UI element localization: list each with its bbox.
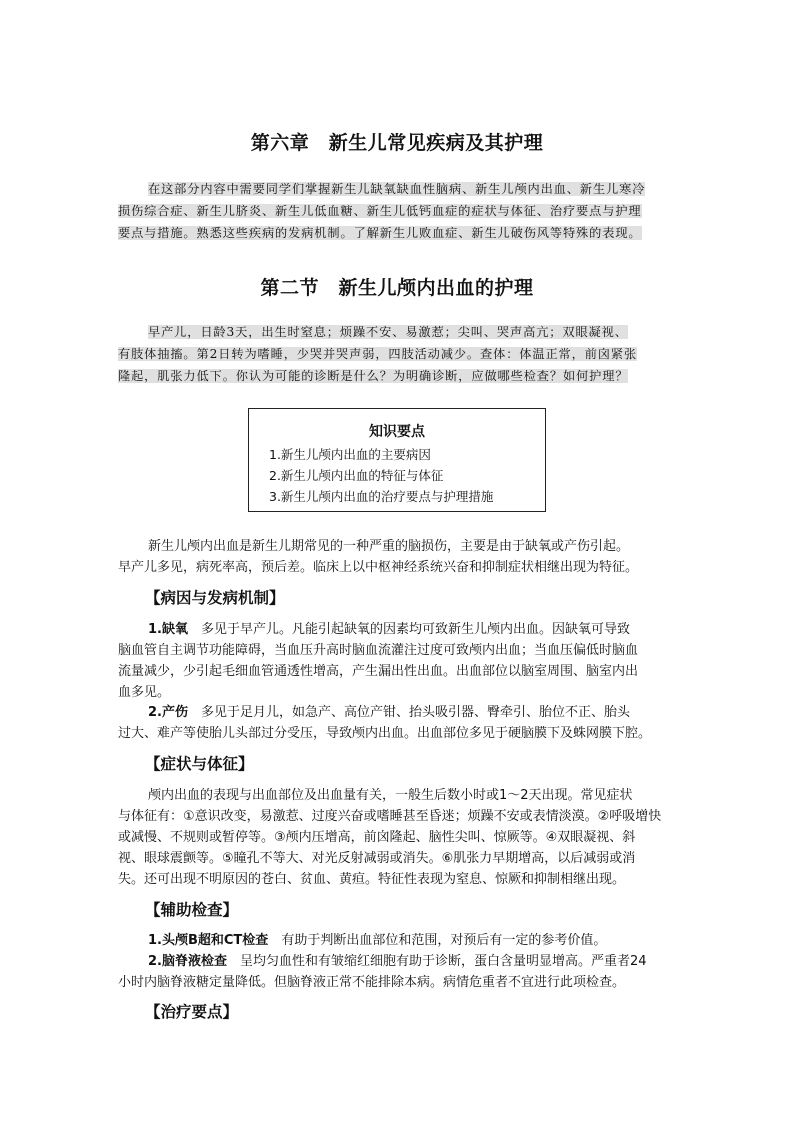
intro-line: 要点与措施。熟悉这些疾病的发病机制。了解新生儿败血症、新生儿破伤风等特殊的表现。	[118, 226, 642, 240]
symptoms-line: 颅内出血的表现与出血部位及出血量有关，一般生后数小时或1～2天出现。常见症状	[148, 788, 633, 803]
exam-text: 小时内脑脊液糖定量降低。但脑脊液正常不能排除本病。病情危重者不宜进行此项检查。	[118, 975, 626, 990]
symptoms-line: 失。还可出现不明原因的苍白、贫血、黄疸。特征性表现为窒息、惊厥和抑制相继出现。	[118, 872, 626, 887]
case-line: 早产儿，日龄3天，出生时窒息；烦躁不安、易激惹；尖叫、哭声高亢；双眼凝视、	[148, 325, 628, 339]
etiology-text: 多见于足月儿，如急产、高位产钳、抬头吸引器、臀牵引、胎位不正、胎头	[187, 705, 630, 720]
etiology-text: 多见于早产儿。凡能引起缺氧的因素均可致新生儿颅内出血。因缺氧可导致	[187, 622, 630, 637]
knowledge-item: 3.新生儿颅内出血的治疗要点与护理措施	[269, 489, 494, 504]
etiology-text: 流量减少，少引起毛细血管通透性增高，产生漏出性出血。出血部位以脑室周围、脑室内出	[118, 664, 639, 679]
etiology-label: 1.缺氧	[148, 622, 188, 637]
exam-paragraph-1	[118, 930, 680, 951]
knowledge-box-title: 知识要点	[369, 424, 425, 440]
etiology-label: 2.产伤	[148, 705, 188, 720]
symptoms-paragraph	[118, 785, 680, 890]
etiology-text: 血多见。	[118, 685, 171, 700]
exam-text: 有助于判断出血部位和范围，对预后有一定的参考价值。	[268, 933, 607, 948]
intro-line: 损伤综合症、新生儿脐炎、新生儿低血糖、新生儿低钙血症的症状与体征、治疗要点与护理	[118, 204, 642, 218]
case-line: 有肢体抽搐。第2日转为嗜睡，少哭并哭声弱，四肢活动减少。查体：体温正常，前囟紧张	[118, 347, 638, 361]
intro-line: 在这部分内容中需要同学们掌握新生儿缺氧缺血性脑病、新生儿颅内出血、新生儿寒冷	[148, 182, 646, 196]
knowledge-item: 2.新生儿颅内出血的特征与体征	[269, 468, 444, 483]
symptoms-line: 视、眼球震颤等。⑤瞳孔不等大、对光反射减弱或消失。⑥肌张力早期增高，以后减弱或消	[118, 851, 636, 866]
case-scenario	[118, 321, 680, 387]
heading-treatment: 【治疗要点】	[145, 1003, 239, 1021]
exam-label: 2.脑脊液检查	[148, 954, 227, 969]
symptoms-line: 或减慢、不规则或暂停等。③颅内压增高，前囟隆起、脑性尖叫、惊厥等。④双眼凝视、斜	[118, 830, 636, 845]
section-title: 第二节 新生儿颅内出血的护理	[260, 277, 534, 299]
overview-paragraph	[118, 536, 680, 578]
case-line: 隆起，肌张力低下。你认为可能的诊断是什么？为明确诊断，应做哪些检查？如何护理？	[118, 369, 629, 383]
exam-text: 呈均匀血性和有皱缩红细胞有助于诊断，蛋白含量明显增高。严重者24	[226, 954, 647, 969]
heading-symptoms: 【症状与体征】	[145, 755, 254, 773]
exam-label: 1.头颅B超和CT检查	[148, 933, 269, 948]
knowledge-item: 1.新生儿颅内出血的主要病因	[269, 447, 431, 462]
symptoms-line: 与体征有：①意识改变，易激惹、过度兴奋或嗜睡甚至昏迷；烦躁不安或表情淡漠。②呼吸增快	[118, 809, 662, 824]
chapter-title: 第六章 新生儿常见疾病及其护理	[250, 132, 544, 154]
etiology-paragraph-2	[118, 702, 680, 744]
exam-paragraph-2	[118, 951, 680, 993]
heading-exam: 【辅助检查】	[145, 901, 239, 919]
overview-line: 早产儿多见，病死率高，预后差。临床上以中枢神经系统兴奋和抑制症状相继出现为特征。	[118, 560, 639, 575]
etiology-text: 脑血管自主调节功能障碍，当血压升高时脑血流灌注过度可致颅内出血；当血压偏低时脑血	[118, 643, 639, 658]
etiology-text: 过大、难产等使胎儿头部过分受压，导致颅内出血。出血部位多见于硬脑膜下及蛛网膜下腔。	[118, 726, 652, 741]
overview-line: 新生儿颅内出血是新生儿期常见的一种严重的脑损伤，主要是由于缺氧或产伤引起。	[148, 539, 630, 554]
chapter-intro	[118, 178, 680, 244]
heading-etiology: 【病因与发病机制】	[145, 589, 285, 607]
etiology-paragraph-1	[118, 619, 680, 703]
knowledge-box	[248, 408, 546, 512]
